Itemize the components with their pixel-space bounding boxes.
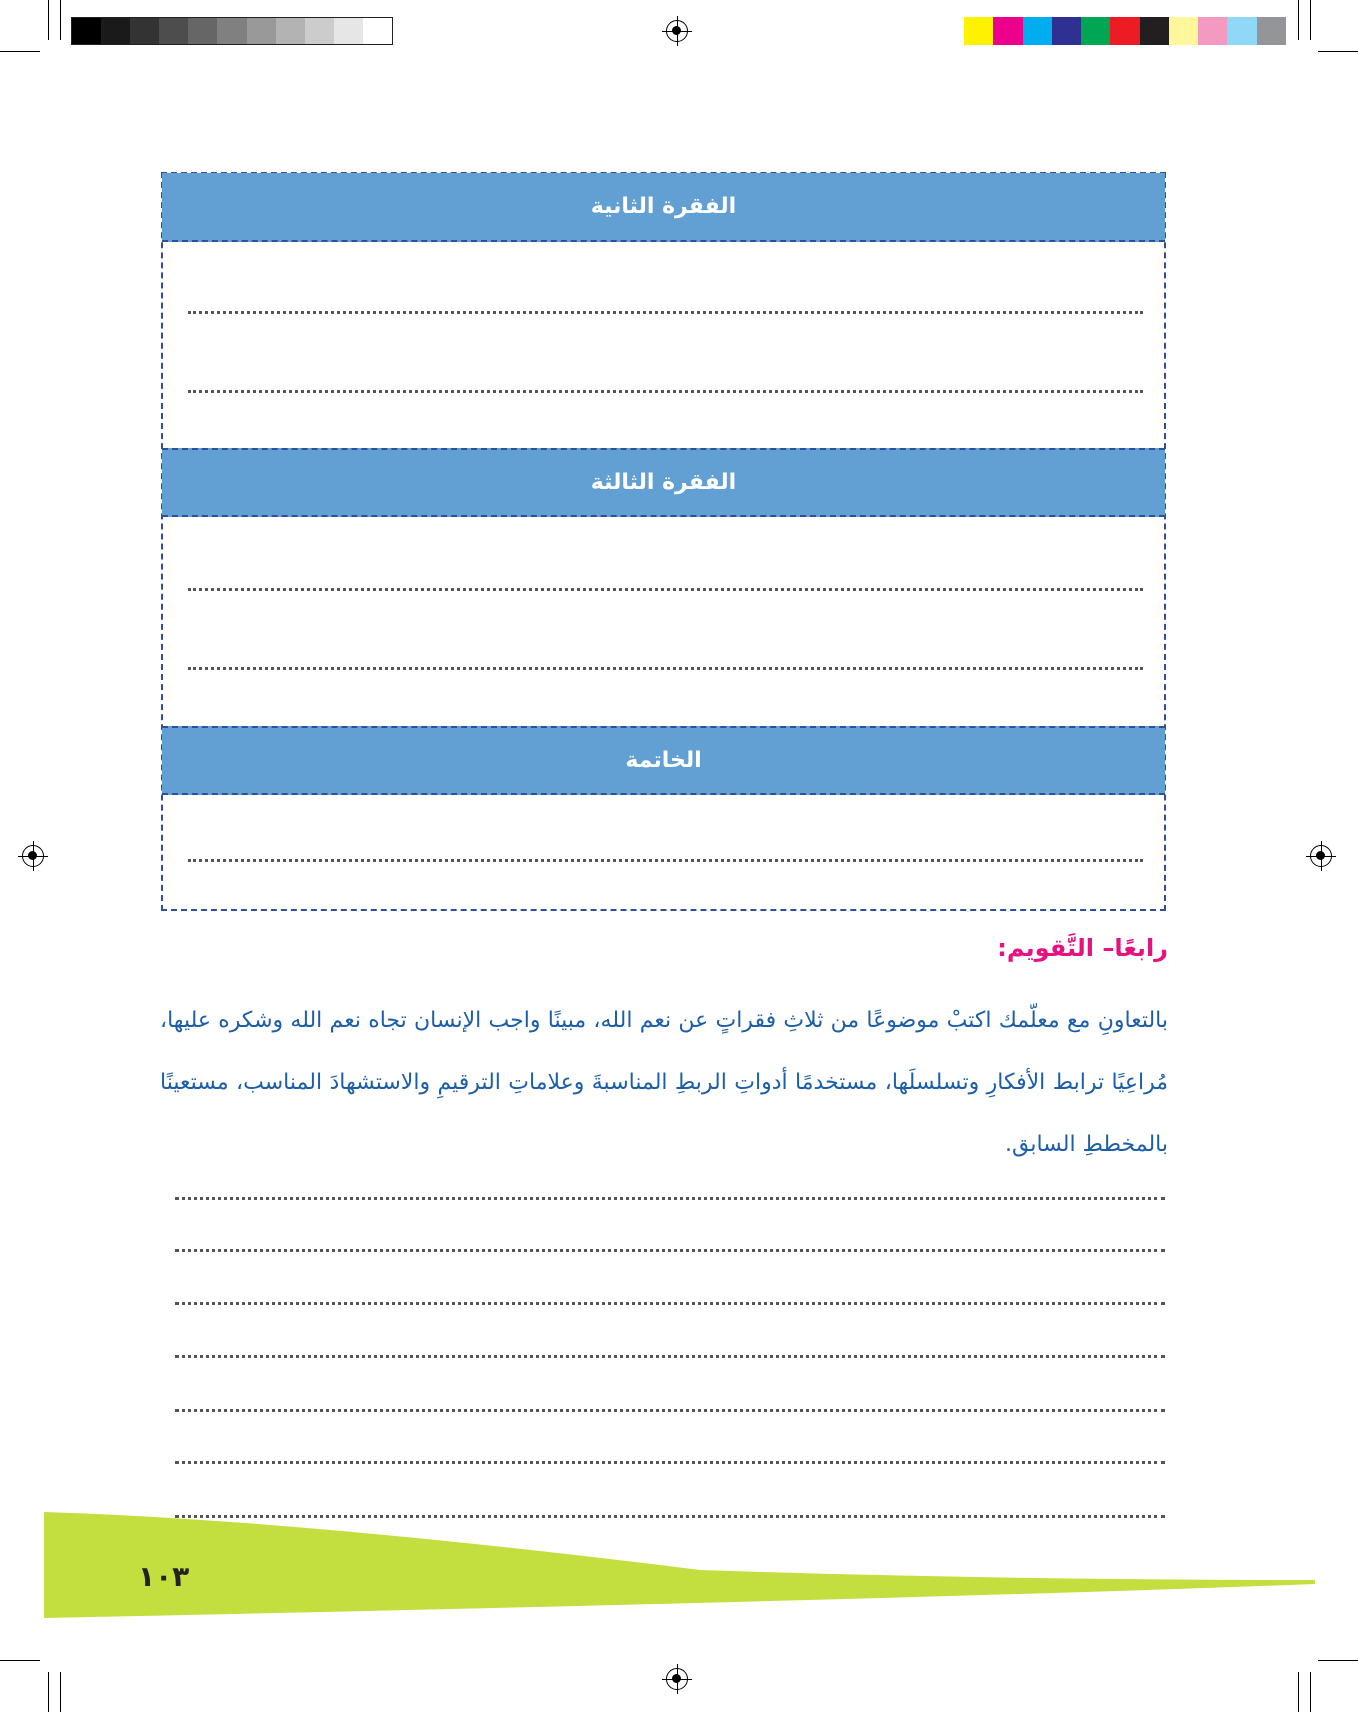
crop-mark	[1318, 1660, 1358, 1661]
crop-mark	[1310, 0, 1311, 40]
crop-mark	[60, 0, 61, 40]
crop-mark	[1298, 1672, 1299, 1712]
crop-mark	[48, 1672, 49, 1712]
grayscale-calibration-bar	[71, 17, 393, 45]
answer-line[interactable]	[175, 1197, 1165, 1200]
registration-mark-right	[1310, 845, 1332, 867]
answer-line[interactable]	[175, 1461, 1165, 1464]
crop-mark	[0, 51, 40, 52]
footer-swoosh-shape	[44, 1512, 1315, 1618]
crop-mark	[1310, 1672, 1311, 1712]
section-header-conclusion	[162, 726, 1165, 795]
section-title: الخاتمة	[625, 748, 702, 773]
section-title: الفقرة الثانية	[590, 194, 737, 219]
crop-mark	[1298, 0, 1299, 40]
registration-mark-bottom	[666, 1668, 688, 1690]
writing-line[interactable]	[188, 390, 1143, 393]
crop-mark	[0, 1660, 40, 1661]
exercise-instructions: بالتعاونِ مع معلّمك اكتبْ موضوعًا من ثلاثِ فقراتٍ عن نعم الله، مبينًا واجب الإنسان تجاه نعم الله وشكره عليها، مُراعِيًا ترابط الأفكارِ وتسلسلَها، مستخدمًا أدواتِ الربطِ المناسبةَ وعلاماتِ الترقيمِ والاستشهادَ المناسب، مستعينًا بالمخططِ السابق.	[160, 1008, 1168, 1157]
answer-line[interactable]	[175, 1249, 1165, 1252]
writing-line[interactable]	[188, 667, 1143, 670]
answer-line[interactable]	[175, 1302, 1165, 1305]
crop-mark	[1318, 51, 1358, 52]
writing-line[interactable]	[188, 859, 1143, 862]
registration-mark-left	[22, 845, 44, 867]
footer-green-swoosh	[0, 1500, 1358, 1640]
writing-line[interactable]	[188, 588, 1143, 591]
section-header-third-paragraph	[162, 448, 1165, 517]
answer-line[interactable]	[175, 1409, 1165, 1412]
page-number: ١٠٣	[138, 1560, 190, 1593]
essay-outline-box	[161, 172, 1166, 911]
section-title: الفقرة الثالثة	[590, 470, 737, 495]
answer-line[interactable]	[175, 1355, 1165, 1358]
section-header-second-paragraph	[162, 173, 1165, 242]
exercise-title: رابعًا– التَّقويم:	[997, 934, 1168, 962]
writing-line[interactable]	[188, 311, 1143, 314]
crop-mark	[48, 0, 49, 40]
color-calibration-bar	[964, 17, 1286, 45]
registration-mark-top	[666, 20, 688, 42]
crop-mark	[60, 1672, 61, 1712]
